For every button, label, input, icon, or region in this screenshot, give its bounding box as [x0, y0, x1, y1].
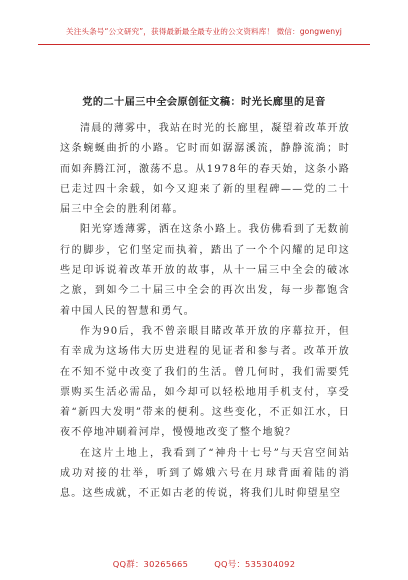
paragraph: 作为90后，我不曾亲眼目睹改革开放的序幕拉开，但有幸成为这场伟大历史进程的见证者和参与者。改革开放在不知不觉中改变了我们的生活。曾几何时，我们需要凭票购买生活必需品，如今却可以轻松地用手机支付，享受着“新四大发明”带来的便利。这些变化，不正如江水，日夜不停地冲刷着河岸，慢慢地改变了整个地貌？ [60, 325, 350, 439]
header-divider [38, 44, 370, 45]
paragraph: 清晨的薄雾中，我站在时光的长廊里，凝望着改革开放这条蜿蜒曲折的小路。它时而如潺潺溪流，静静流淌；时而如奔腾江河，激荡不息。从1978年的春天始，这条小路已走过四十余载，如今又迎来了新的里程碑——党的二十届三中全会的胜利闭幕。 [60, 123, 350, 216]
footer-qq-group: QQ群：30265665 [112, 559, 189, 569]
document-title: 党的二十届三中全会原创征文稿：时光长廊里的足音 [82, 97, 326, 108]
paragraph: 阳光穿透薄雾，洒在这条小路上。我仿佛看到了无数前行的脚步，它们坚定而执着，踏出了一个个闪耀的足印这些足印诉说着改革开放的故事，从十一届三中全会的破冰之旅，到如今二十届三中全会的再次出发，每一步都饱含着中国人民的智慧和勇气。 [60, 224, 350, 317]
header-banner: 关注头条号“公文研究”，获得最新最全最专业的公文资料库！ 微信：gongwenyj [66, 27, 342, 36]
paragraph: 在这片土地上，我看到了“神舟十七号”与天宫空间站成功对接的壮举，听到了嫦娥六号在月球背面着陆的消息。这些成就，不正如古老的传说，将我们儿时仰望星空 [60, 447, 350, 500]
footer-qq-number: QQ号：535304092 [214, 559, 296, 569]
document-body [60, 119, 350, 505]
footer-contact [0, 558, 408, 570]
